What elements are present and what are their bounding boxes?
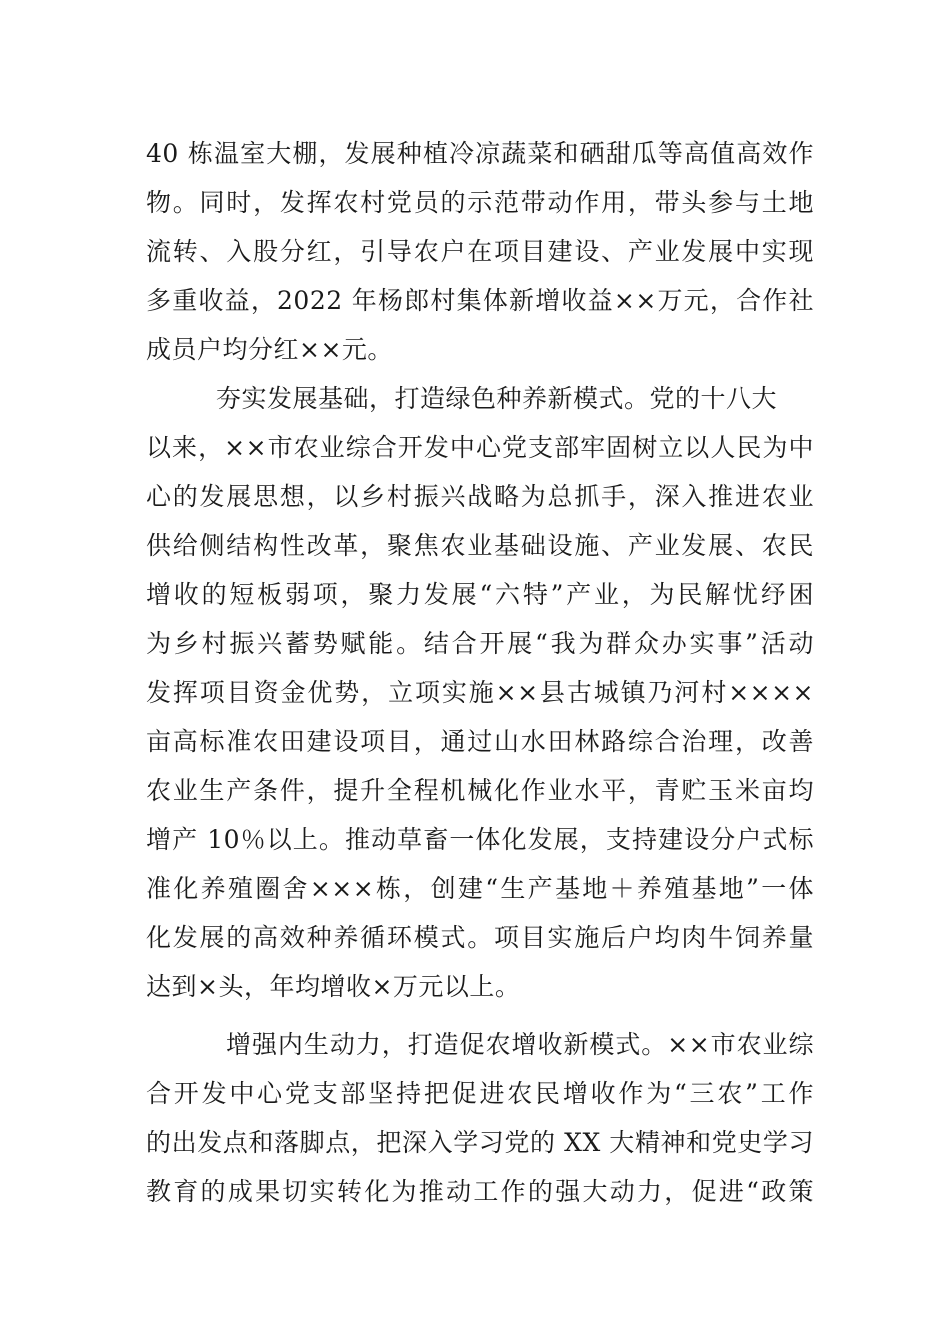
text-line: 增强内生动力，打造促农增收新模式。××市农业综 <box>226 1030 814 1059</box>
text-line: 供给侧结构性改革，聚焦农业基础设施、产业发展、农民 <box>146 531 814 560</box>
text-line: 多重收益，2022 年杨郎村集体新增收益××万元，合作社 <box>146 286 814 315</box>
text-line: 增收的短板弱项，聚力发展“六特”产业，为民解忧纾困 <box>146 580 814 609</box>
text-line: 准化养殖圈舍×××栋，创建“生产基地＋养殖基地”一体 <box>146 874 814 903</box>
text-line: 40 栋温室大棚，发展种植冷凉蔬菜和硒甜瓜等高值高效作 <box>146 139 814 168</box>
text-line: 流转、入股分红，引导农户在项目建设、产业发展中实现 <box>146 237 814 266</box>
text-line: 心的发展思想，以乡村振兴战略为总抓手，深入推进农业 <box>146 482 814 511</box>
text-line: 发挥项目资金优势，立项实施××县古城镇乃河村×××× <box>146 678 814 707</box>
text-line: 教育的成果切实转化为推动工作的强大动力，促进“政策 <box>146 1177 814 1206</box>
text-line: 以来，××市农业综合开发中心党支部牢固树立以人民为中 <box>146 433 814 462</box>
text-line: 合开发中心党支部坚持把促进农民增收作为“三农”工作 <box>146 1079 814 1108</box>
text-line: 为乡村振兴蓄势赋能。结合开展“我为群众办实事”活动 <box>146 629 814 658</box>
text-line: 成员户均分红××元。 <box>146 335 393 364</box>
text-line: 的出发点和落脚点，把深入学习党的 XX 大精神和党史学习 <box>146 1128 814 1157</box>
text-line: 增产 10％以上。推动草畜一体化发展，支持建设分户式标 <box>146 825 814 854</box>
text-line: 化发展的高效种养循环模式。项目实施后户均肉牛饲养量 <box>146 923 814 952</box>
text-line: 物。同时，发挥农村党员的示范带动作用，带头参与土地 <box>146 188 814 217</box>
text-line: 农业生产条件，提升全程机械化作业水平，青贮玉米亩均 <box>146 776 814 805</box>
text-line: 夯实发展基础，打造绿色种养新模式。党的十八大 <box>216 384 778 413</box>
text-line: 亩高标准农田建设项目，通过山水田林路综合治理，改善 <box>146 727 814 756</box>
text-line: 达到×头，年均增收×万元以上。 <box>146 972 521 1001</box>
